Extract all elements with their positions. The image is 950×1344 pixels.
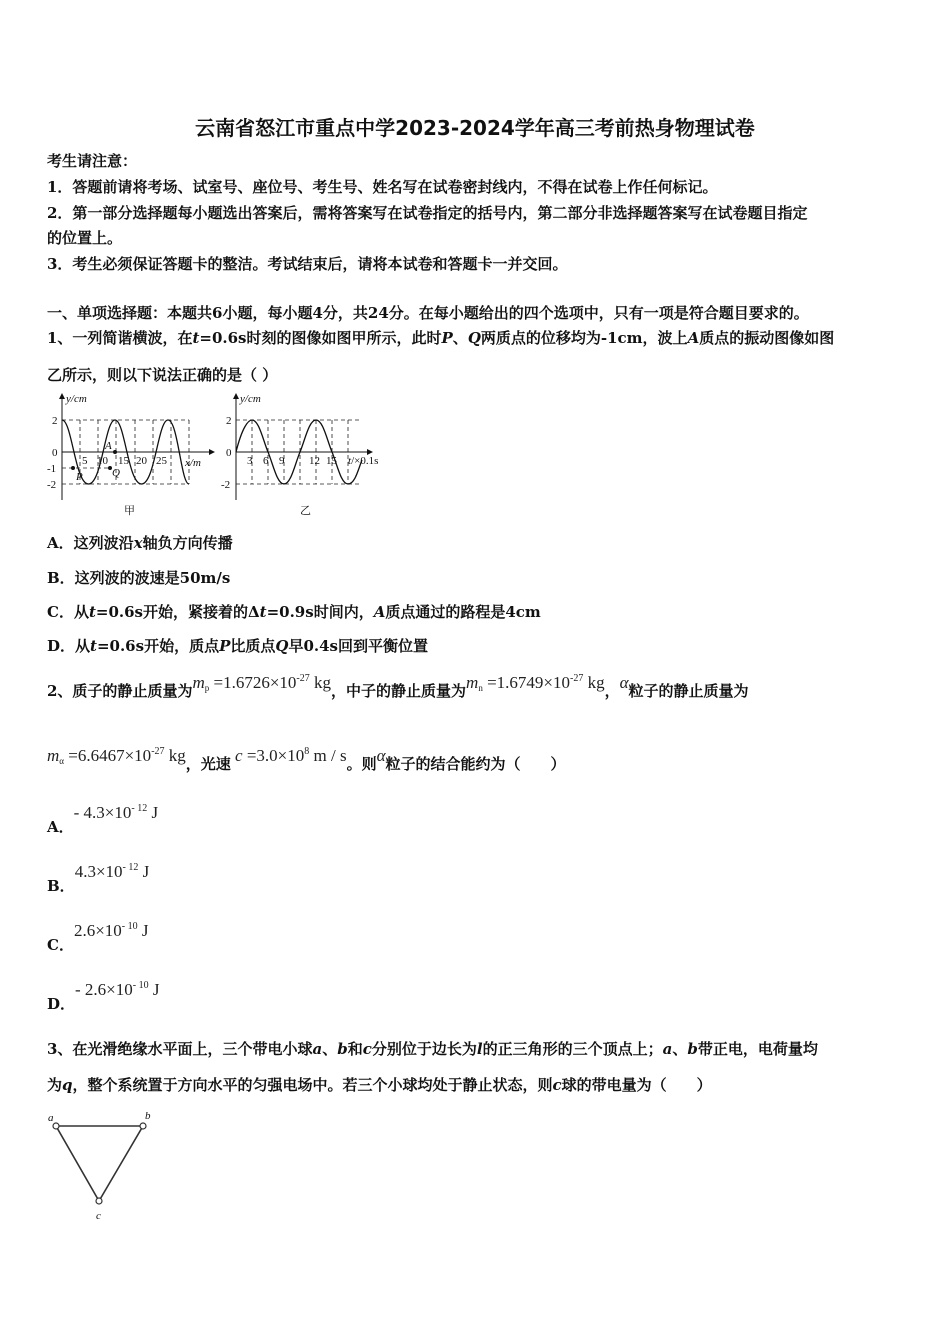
- q2-option-b: B．$4.3\times 10^{- 12}$ J: [47, 862, 150, 895]
- q1-stem-line2: 乙所示，则以下说法正确的是（ ）: [47, 366, 278, 384]
- notice-item-2-cont: 的位置上。: [47, 229, 123, 247]
- label-a: a: [48, 1112, 54, 1124]
- alpha-mass: $m_\alpha =6.6467\times 10^{-27}$ kg: [47, 746, 186, 766]
- notice-item-3: 3．考生必须保证答题卡的整洁。考试结束后，请将本试卷和答题卡一并交回。: [47, 255, 568, 273]
- q1-option-a: A．这列波沿x轴负方向传播: [47, 534, 233, 552]
- q1-option-d: D．从t=0.6s开始，质点P比质点Q早0.4s回到平衡位置: [47, 637, 428, 655]
- ytick-2: 2: [226, 415, 232, 427]
- caption-yi: 乙: [300, 505, 311, 517]
- proton-mass: $m_p =1.6726\times 10^{-27}$ kg: [192, 673, 332, 693]
- q2-option-d: D．- $2.6\times 10^{- 10}$ J: [47, 980, 160, 1013]
- xtick-15: 15: [118, 455, 129, 467]
- ytick-0: 0: [226, 447, 232, 459]
- q1-vibration-graph: [212, 390, 402, 520]
- ytick-0: 0: [52, 447, 58, 459]
- ytick-neg1: -1: [47, 463, 57, 475]
- label-b: b: [145, 1110, 151, 1122]
- q2-option-c: C．$2.6\times 10^{- 10}$ J: [47, 921, 149, 954]
- y-axis-label: y/cm: [240, 393, 261, 405]
- q1-wave-graph: [42, 390, 217, 520]
- notice-heading: 考生请注意：: [47, 152, 138, 170]
- xtick-10: 10: [97, 455, 108, 467]
- notice-item-2: 2．第一部分选择题每小题选出答案后，需将答案写在试卷指定的括号内，第二部分非选择题答案写在试卷题目指定: [47, 204, 808, 222]
- notice-item-1: 1．答题前请将考场、试室号、座位号、考生号、姓名写在试卷密封线内，不得在试卷上作任何标记。: [47, 178, 718, 196]
- label-q: Q: [112, 467, 120, 479]
- neutron-mass: $m_n =1.6749\times 10^{-27}$ kg: [466, 673, 605, 693]
- ball-b: [140, 1123, 146, 1129]
- point-a: [113, 450, 117, 454]
- q2-stem-line1: 2、质子的静止质量为$m_p =1.6726\times 10^{-27}$ kg，中子的静止质量为$m_n =1.6749\times 10^{-27}$ kg，α粒子的静止质量为: [47, 673, 749, 700]
- q1-option-c: C．从t=0.6s开始，紧接着的Δt=0.9s时间内，A质点通过的路程是4cm: [47, 603, 541, 621]
- ttick-6: 6: [263, 455, 269, 467]
- speed-of-light: $c =3.0\times 10^8$ m / s: [235, 746, 347, 765]
- ttick-9: 9: [279, 455, 285, 467]
- label-a: A: [105, 440, 112, 452]
- q3-stem-line1: 3、在光滑绝缘水平面上，三个带电小球a、b和c分别位于边长为l的正三角形的三个顶点上；a、b带正电，电荷量均: [47, 1040, 818, 1058]
- q3-triangle-figure: [42, 1105, 172, 1230]
- q2-option-a: A．- $4.3\times 10^{- 12}$ J: [47, 803, 159, 836]
- ttick-15: 15: [326, 455, 337, 467]
- ttick-3: 3: [247, 455, 253, 467]
- xtick-25: 25: [156, 455, 167, 467]
- q3-stem-line2: 为q，整个系统置于方向水平的匀强电场中。若三个小球均处于静止状态，则c球的带电量为（ ）: [47, 1076, 712, 1094]
- ytick-neg2: -2: [221, 479, 231, 491]
- ball-c: [96, 1198, 102, 1204]
- q1-option-b: B．这列波的波速是50m/s: [47, 569, 231, 587]
- x-axis-label: x/m: [185, 457, 201, 469]
- ball-a: [53, 1123, 59, 1129]
- xtick-20: 20: [136, 455, 147, 467]
- point-p: [71, 466, 75, 470]
- q2-stem-line2: $m_\alpha =6.6467\times 10^{-27}$ kg，光速 $c =3.0\times 10^8$ m / s。则α粒子的结合能约为（ ）: [47, 746, 566, 773]
- label-p: P: [76, 471, 83, 483]
- q1-stem-line1: 1、一列简谐横波，在t=0.6s时刻的图像如图甲所示，此时P、Q两质点的位移均为-1cm，波上A质点的振动图像如图: [47, 329, 835, 347]
- y-axis-label: y/cm: [66, 393, 87, 405]
- ytick-2: 2: [52, 415, 58, 427]
- caption-jia: 甲: [124, 505, 135, 517]
- label-c: c: [96, 1210, 101, 1222]
- triangle: [56, 1126, 143, 1201]
- ttick-12: 12: [309, 455, 320, 467]
- xtick-5: 5: [82, 455, 88, 467]
- section-heading: 一、单项选择题：本题共6小题，每小题4分，共24分。在每小题给出的四个选项中，只有一项是符合题目要求的。: [47, 304, 809, 322]
- t-axis-label: t/×0.1s: [348, 455, 379, 467]
- page-title: 云南省怒江市重点中学2023-2024学年高三考前热身物理试卷: [195, 116, 755, 140]
- ytick-neg2: -2: [47, 479, 57, 491]
